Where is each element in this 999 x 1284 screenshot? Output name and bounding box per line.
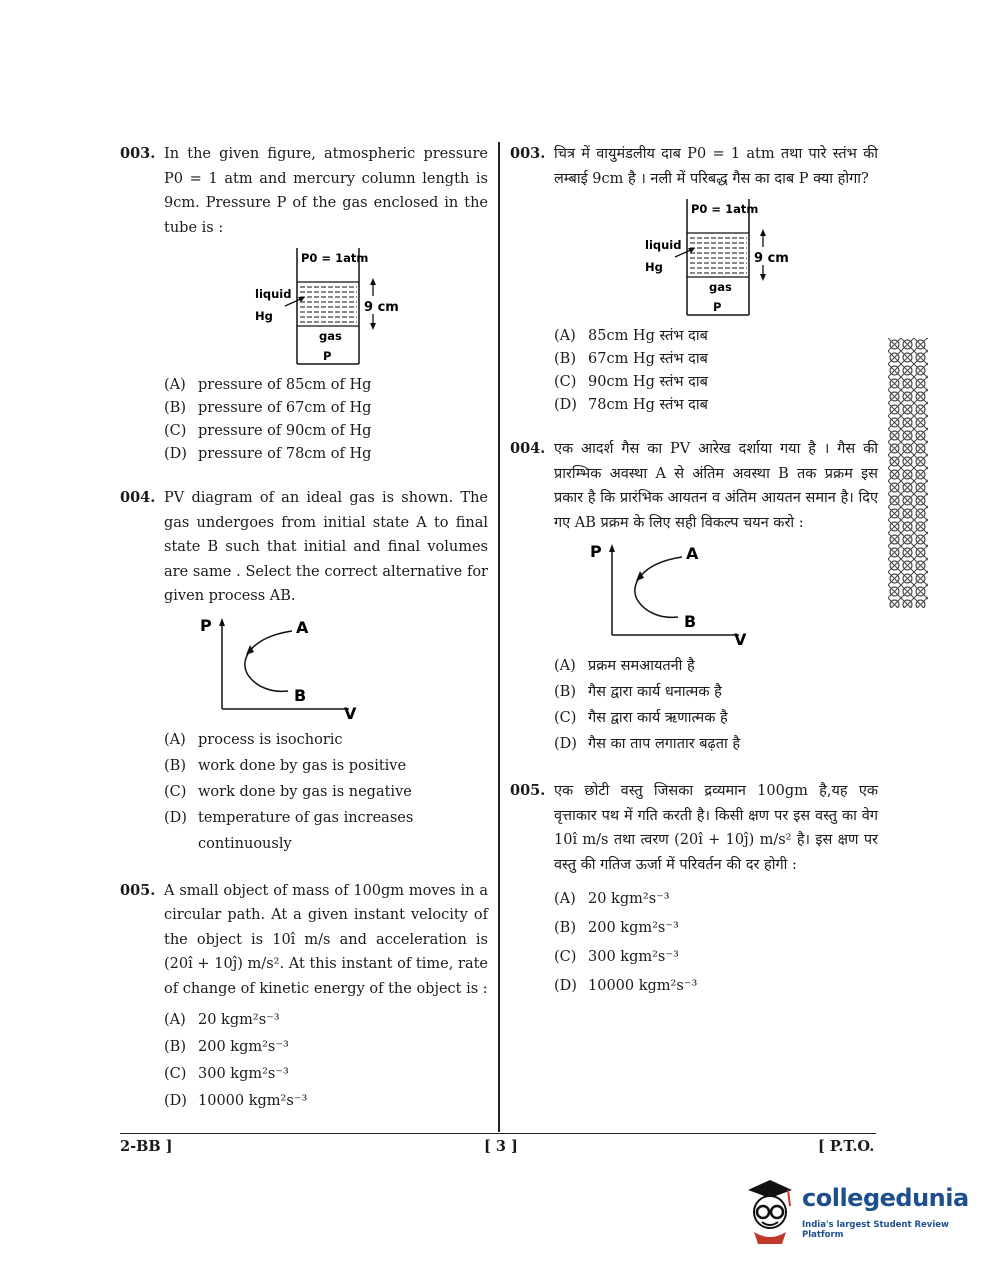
p-label: P xyxy=(323,349,332,363)
question-number: 004. xyxy=(120,489,156,506)
option-b: (B) 67cm Hg स्तंभ दाब xyxy=(554,351,708,367)
liquid-label: liquid xyxy=(645,238,682,252)
point-b-label: B xyxy=(294,685,307,705)
question-number: 003. xyxy=(120,145,156,162)
pv-diagram-figure xyxy=(184,615,364,721)
footer-rule xyxy=(120,1133,876,1134)
page-number: [ 3 ] xyxy=(484,1138,518,1155)
question-number: 005. xyxy=(510,782,546,799)
question-number: 004. xyxy=(510,440,546,457)
option-b: (B) 200 kgm²s⁻³ xyxy=(554,920,679,936)
question-005-en xyxy=(120,879,488,1116)
question-number: 003. xyxy=(510,145,546,162)
question-text: एक आदर्श गैस का PV आरेख दर्शाया गया है । गैस की प्रारम्भिक अवस्था A से अंतिम अवस्था B तक प्रक्रम इस प्रकार है कि प्रारंभिक आयतन व अंतिम आयतन समान है। दिए गए AB प्रक्रम के लिए सही विकल्प चयन करो : xyxy=(554,441,878,531)
p0-label: P0 = 1atm xyxy=(691,202,759,216)
option-c: (C) 300 kgm²s⁻³ xyxy=(554,949,679,965)
option-d: (D) 10000 kgm²s⁻³ xyxy=(554,978,698,994)
option-a: (A) 85cm Hg स्तंभ दाब xyxy=(554,328,708,344)
question-003-en xyxy=(120,142,488,466)
question-text: एक छोटी वस्तु जिसका द्रव्यमान 100gm है,यह एक वृत्ताकार पथ में गति करती है। किसी क्षण पर इस वस्तु का वेग 10î m/s तथा त्वरण (20î + 10ĵ) m/s² है। इस क्षण पर वस्तु की गतिज ऊर्जा में परिवर्तन की दर होगी : xyxy=(554,783,878,873)
option-c: (C) 90cm Hg स्तंभ दाब xyxy=(554,374,708,390)
options-list xyxy=(164,374,488,466)
option-d: (D) गैस का ताप लगातार बढ़ता है xyxy=(554,736,741,752)
length-label: 9 cm xyxy=(364,300,399,315)
point-b-label: B xyxy=(684,612,697,631)
english-column xyxy=(120,142,488,1115)
options-list xyxy=(554,885,878,1001)
pv-diagram-figure xyxy=(574,541,754,647)
brand-watermark xyxy=(740,1176,980,1248)
option-c: (C) 300 kgm²s⁻³ xyxy=(164,1066,289,1082)
option-c: (C) गैस द्वारा कार्य ऋणात्मक है xyxy=(554,710,728,726)
pto-label: [ P.T.O. xyxy=(818,1138,875,1155)
question-003-hi xyxy=(510,142,878,417)
p-label: P xyxy=(713,300,722,314)
p0-label: P0 = 1atm xyxy=(301,251,369,265)
mercury-tube-figure xyxy=(641,197,791,319)
column-divider xyxy=(498,142,500,1132)
hg-label: Hg xyxy=(255,309,273,323)
question-number: 005. xyxy=(120,881,156,899)
option-d: (D) 78cm Hg स्तंभ दाब xyxy=(554,397,708,413)
question-004-en xyxy=(120,486,488,857)
option-a: (A) pressure of 85cm of Hg xyxy=(164,377,372,393)
mercury-tube-figure xyxy=(251,246,401,368)
liquid-label: liquid xyxy=(255,287,292,301)
option-a: (A) प्रक्रम समआयतनी है xyxy=(554,658,695,674)
option-d: (D) pressure of 78cm of Hg xyxy=(164,446,372,462)
option-b: (B) गैस द्वारा कार्य धनात्मक है xyxy=(554,684,722,700)
point-a-label: A xyxy=(296,617,309,637)
footer-code: 2-BB ] xyxy=(120,1138,173,1155)
option-b: (B) 200 kgm²s⁻³ xyxy=(164,1039,289,1055)
p-axis-label: P xyxy=(200,615,212,635)
question-text: A small object of mass of 100gm moves in a circular path. At a given instant velocity of the object is 10î m/s and acceleration is (20î + 10ĵ) m/s². At this instant of time, rate of change of kinetic energy of the object is : xyxy=(164,882,488,997)
option-a: (A) process is isochoric xyxy=(164,731,343,748)
brand-name: collegedunia xyxy=(802,1184,969,1212)
option-a: (A) 20 kgm²s⁻³ xyxy=(554,891,670,907)
options-list xyxy=(164,1007,488,1115)
question-text: In the given figure, atmospheric pressure P0 = 1 atm and mercury column length is 9cm. Pressure P of the gas enclosed in the tube is : xyxy=(164,146,488,236)
question-text: PV diagram of an ideal gas is shown. The gas undergoes from initial state A to final state B such that initial and final volumes are same . Select the correct alternative for given process AB. xyxy=(164,490,488,604)
length-label: 9 cm xyxy=(754,251,789,266)
gas-label: gas xyxy=(319,329,342,343)
option-b: (B) work done by gas is positive xyxy=(164,757,407,774)
option-d: (D) 10000 kgm²s⁻³ xyxy=(164,1093,308,1109)
option-b: (B) pressure of 67cm of Hg xyxy=(164,400,372,416)
option-c: (C) pressure of 90cm of Hg xyxy=(164,423,372,439)
hg-label: Hg xyxy=(645,260,663,274)
question-text: चित्र में वायुमंडलीय दाब P0 = 1 atm तथा पारे स्तंभ की लम्बाई 9cm है । नली में परिबद्ध गैस का दाब P क्या होगा? xyxy=(554,146,878,187)
option-d: (D) temperature of gas increases continuously xyxy=(164,809,414,852)
point-a-label: A xyxy=(686,544,699,563)
v-axis-label: V xyxy=(344,703,357,721)
options-list xyxy=(164,727,488,857)
p-axis-label: P xyxy=(590,542,602,561)
gas-label: gas xyxy=(709,280,732,294)
v-axis-label: V xyxy=(734,630,747,647)
option-c: (C) work done by gas is negative xyxy=(164,783,412,800)
options-list xyxy=(554,325,878,417)
option-a: (A) 20 kgm²s⁻³ xyxy=(164,1012,280,1028)
mascot-icon xyxy=(740,1176,800,1248)
question-004-hi xyxy=(510,437,878,757)
hindi-column xyxy=(510,142,878,1001)
page-edge-pattern xyxy=(888,338,928,608)
options-list xyxy=(554,653,878,757)
brand-tagline: India's largest Student Review Platform xyxy=(802,1220,949,1240)
question-005-hi xyxy=(510,779,878,1001)
